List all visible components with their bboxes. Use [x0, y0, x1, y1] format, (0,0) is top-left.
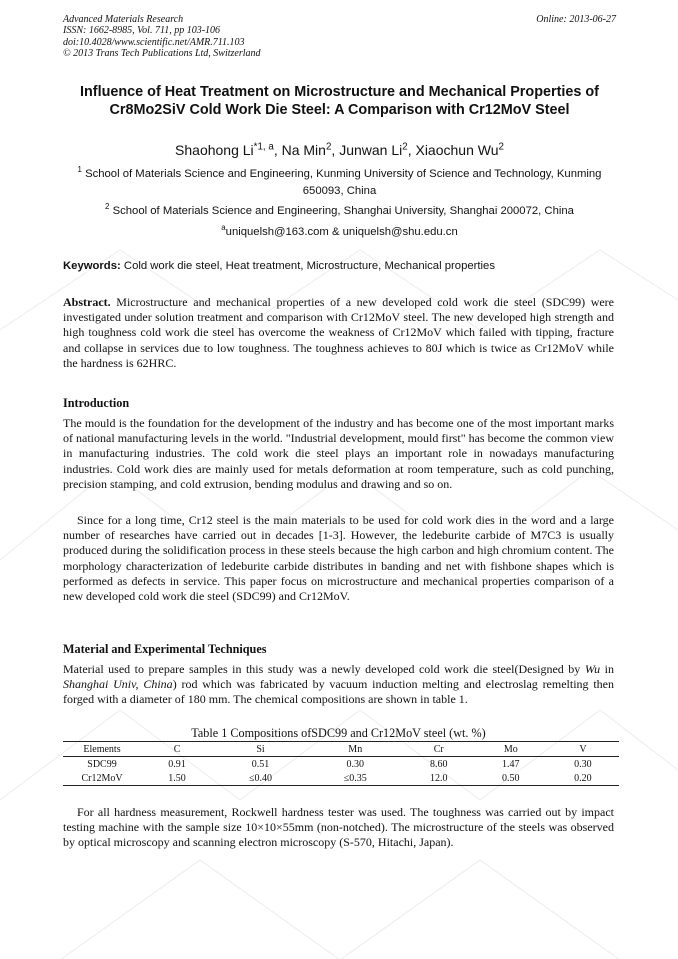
table-header-cell: Cr — [403, 742, 475, 757]
author-sup: 2 — [402, 141, 408, 153]
author-name: Junwan Li — [339, 142, 403, 158]
table-header-cell: Mn — [308, 742, 403, 757]
materials-text-b: ) rod which was fabricated by vacuum induction melting and electroslag remelting then forged with a diameter of 180 mm. The chemical compositions are shown in table 1. — [63, 677, 614, 707]
composition-table — [63, 741, 619, 786]
online-date: Online: 2013-06-27 — [536, 14, 616, 25]
table-row — [63, 757, 619, 772]
intro-paragraph-1: The mould is the foundation for the development of the industry and has become one of the most important marks of national manufacturing levels in the world. "Industrial development, mould first" has become the common view in manufacturing industries. The cold work die steel plays an important role in nowadays manufacturing industries. Cold work dies are mainly used for metals deformation at room temperature, such as cold punching, precision stamping, and cold extrusion, bending modulus and drawing and so on. — [63, 416, 614, 491]
author-name: Shaohong Li — [175, 142, 254, 158]
table-cell: 0.20 — [574, 772, 592, 784]
table-cell: Cr12MoV — [81, 772, 123, 784]
affiliation-text: School of Materials Science and Engineering, Kunming University of Science and Technology, Kunming 650093, China — [85, 168, 602, 197]
author-sep: , — [331, 142, 340, 158]
email-text[interactable]: uniquelsh@163.com & uniquelsh@shu.edu.cn — [225, 226, 458, 238]
journal-header — [63, 14, 616, 60]
table-cell: 0.91 — [168, 758, 186, 770]
table-cell: 1.50 — [168, 772, 186, 784]
section-heading-introduction: Introduction — [63, 396, 130, 410]
author-name: Na Min — [281, 142, 326, 158]
author-list — [63, 142, 616, 158]
table-cell: 12.0 — [429, 772, 448, 784]
author-sep: , — [273, 142, 282, 158]
table-header-row — [63, 742, 619, 757]
table-header-cell: V — [547, 742, 619, 757]
table-cell: 0.50 — [502, 772, 520, 784]
table-header-cell: Elements — [63, 742, 141, 757]
author-sep: , — [407, 142, 416, 158]
abstract-text: Microstructure and mechanical properties of a new developed cold work die steel (SDC99) were investigated under solution treatment and comparison with Cr12MoV steel. The new developed high strength and high toughness cold work die steel has overcome the weakness of Cr12MoV which failed with tipping, fracture and collapse in services due to low toughness. The toughness achieves to 80J which is twice as Cr12MoV while the hardness is 62HRC. — [63, 295, 615, 370]
author-sup: 2 — [325, 141, 332, 153]
author-name: Xiaochun Wu — [415, 142, 499, 158]
table-cell: 0.51 — [251, 758, 270, 770]
affiliation-2 — [63, 203, 616, 220]
materials-paragraph-1 — [63, 662, 614, 708]
university-name: Shanghai Univ, China — [63, 677, 173, 692]
designer-name: Wu — [584, 662, 601, 676]
author-sup: *1, a — [253, 141, 274, 153]
copyright-line: © 2013 Trans Tech Publications Ltd, Switzerland — [63, 48, 261, 60]
table-header-cell: Mo — [475, 742, 547, 757]
issn-line: ISSN: 1662-8985, Vol. 711, pp 103-106 — [63, 25, 221, 37]
author-email[interactable] — [63, 224, 616, 241]
materials-paragraph-2: For all hardness measurement, Rockwell hardness tester was used. The toughness was carried out by impact testing machine with the sample size 10×10×55mm (non-notched). The microstructure of the steels was observed by optical microscopy and scanning electron microscopy (S-570, Hitachi, Japan). — [63, 805, 614, 850]
affiliation-sup: 2 — [105, 202, 110, 212]
doi-line: doi:10.4028/www.scientific.net/AMR.711.103 — [63, 36, 245, 48]
table-cell: 8.60 — [429, 758, 448, 770]
journal-name: Advanced Materials Research — [63, 14, 184, 25]
affiliation-1 — [63, 166, 616, 200]
table-cell: 1.47 — [502, 758, 520, 770]
abstract-label: Abstract. — [63, 295, 111, 309]
keywords-label: Keywords: — [63, 260, 121, 272]
table-cell: 0.30 — [574, 758, 592, 770]
keywords-text: Cold work die steel, Heat treatment, Microstructure, Mechanical properties — [123, 260, 495, 272]
abstract — [63, 295, 614, 371]
materials-text-in: in — [600, 662, 614, 676]
section-heading-materials: Material and Experimental Techniques — [63, 642, 267, 656]
keywords — [63, 260, 495, 272]
affiliation-sup: 1 — [77, 165, 82, 175]
table-cell: ≤0.35 — [343, 772, 367, 784]
table-row — [63, 771, 619, 786]
affiliation-text: School of Materials Science and Engineering, Shanghai University, Shanghai 200072, China — [112, 205, 574, 217]
paper-title: Influence of Heat Treatment on Microstructure and Mechanical Properties of Cr8Mo2SiV Cold Work Die Steel: A Comparison with Cr12MoV Steel — [80, 84, 599, 118]
table-header-cell: C — [141, 742, 213, 757]
table-header-cell: Si — [213, 742, 308, 757]
table-cell: 0.30 — [346, 758, 364, 770]
table-cell: SDC99 — [87, 758, 117, 770]
table-caption: Table 1 Compositions ofSDC99 and Cr12MoV steel (wt. %) — [191, 726, 486, 740]
materials-text-a: Material used to prepare samples in this study was a newly developed cold work die steel(Designed by — [63, 662, 585, 676]
email-sup: a — [221, 223, 226, 233]
author-sup: 2 — [498, 141, 504, 153]
intro-paragraph-2: Since for a long time, Cr12 steel is the main materials to be used for cold work dies in the word and a large number of researches have carried out in decades [1-3]. However, the ledeburite carbide of M7C3 is usually produced during the solidification process in these steels because the high carbon and high chromium content. The morphology characterization of ledeburite carbide distributes in banding and net with fishbone shapes which is performed as defects in service. This paper focus on microstructure and mechanical properties comparison of a new developed cold work die steel (SDC99) and Cr12MoV. — [63, 513, 614, 604]
table-cell: ≤0.40 — [248, 772, 272, 784]
